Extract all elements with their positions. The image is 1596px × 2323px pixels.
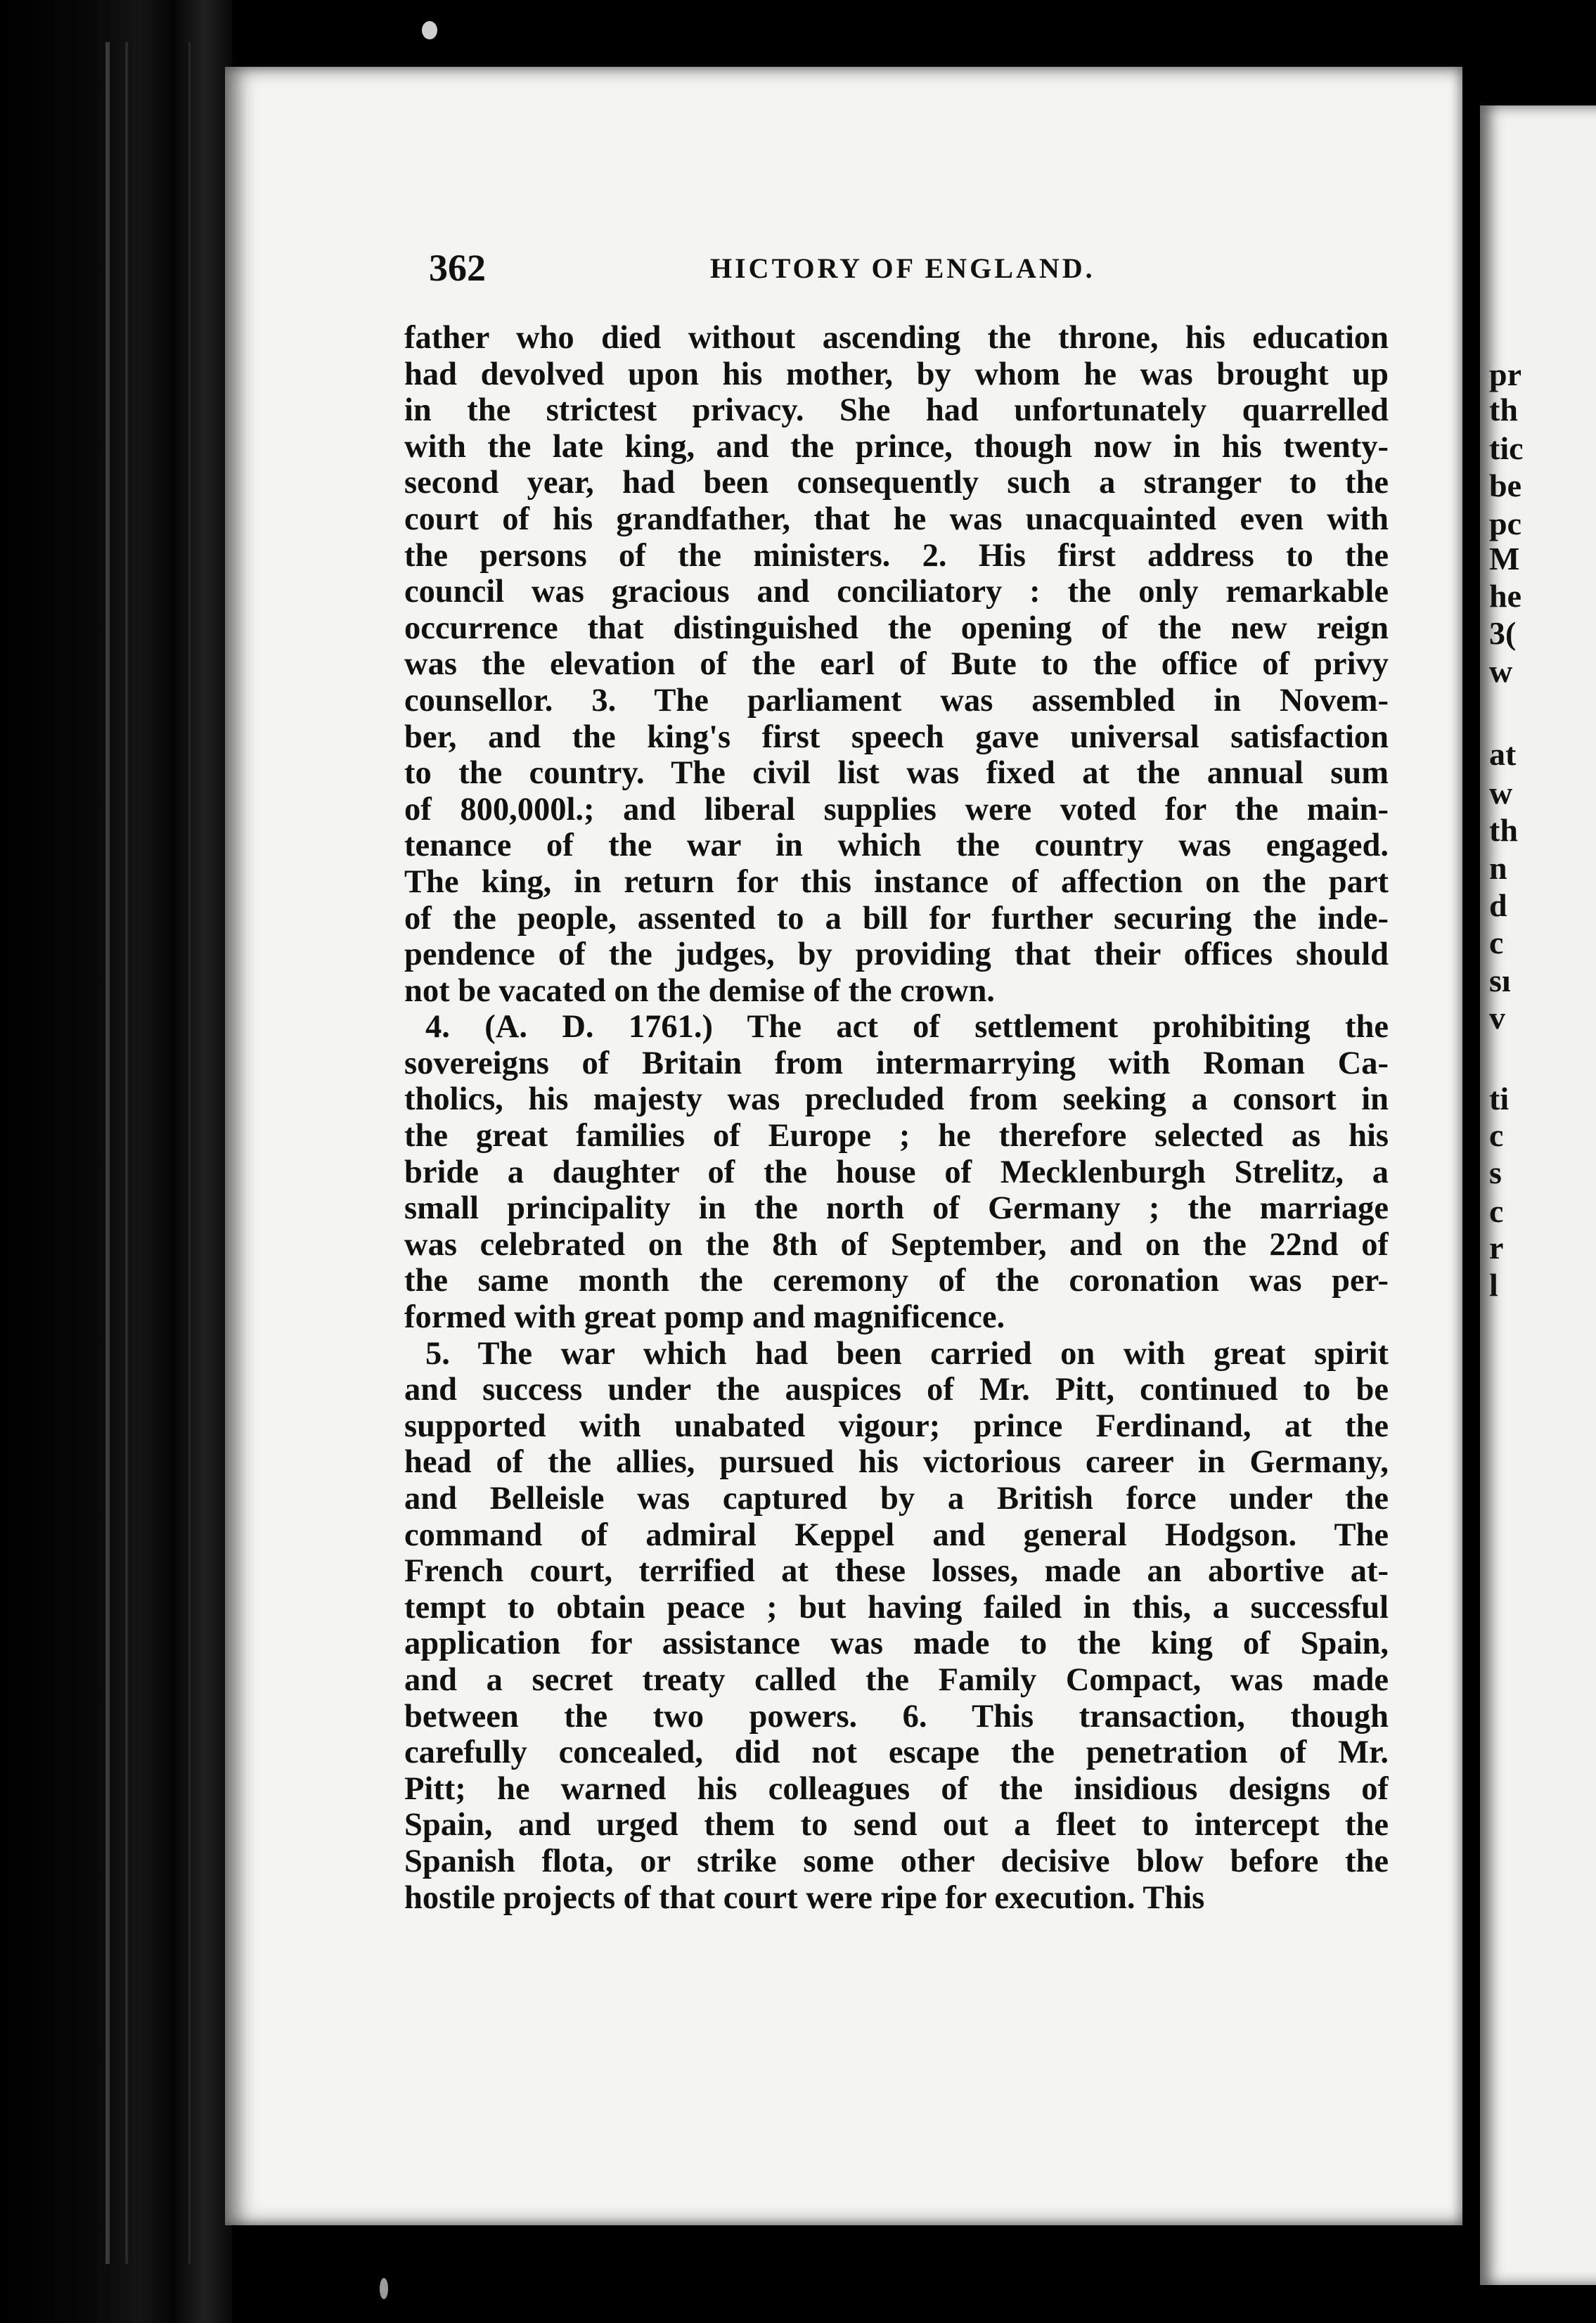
adjacent-page-fragment: at — [1489, 736, 1517, 772]
text-line: counsellor. 3. The parliament was assembled in Novem- — [404, 682, 1389, 719]
binding-line — [125, 42, 128, 2264]
page-number: 362 — [429, 247, 486, 289]
text-line: The king, in return for this instance of affection on the part — [404, 863, 1389, 900]
scan-speck — [422, 21, 437, 39]
adjacent-page-fragment: sı — [1489, 963, 1511, 998]
adjacent-page-fragment: M — [1489, 541, 1520, 577]
text-line: 5. The war which had been carried on with great spirit — [425, 1335, 1389, 1372]
adjacent-page-fragment: d — [1489, 887, 1507, 923]
adjacent-page-fragment: tic — [1489, 430, 1524, 466]
text-line: supported with unabated vigour; prince Ferdinand, at the — [404, 1408, 1389, 1444]
body-text — [404, 320, 1389, 1916]
text-line: the same month the ceremony of the coronation was per- — [404, 1263, 1389, 1299]
text-line: head of the allies, pursued his victorious career in Germany, — [404, 1444, 1389, 1481]
adjacent-page-fragment: c — [1489, 1117, 1504, 1153]
adjacent-page-fragment: s — [1489, 1154, 1502, 1190]
adjacent-page-fragment: ti — [1489, 1081, 1510, 1117]
text-line: 4. (A. D. 1761.) The act of settlement prohibiting the — [425, 1009, 1389, 1045]
text-line: carefully concealed, did not escape the penetration of Mr. — [404, 1735, 1389, 1771]
text-line: to the country. The civil list was fixed at the annual sum — [404, 755, 1389, 792]
adjacent-page-fragment: th — [1489, 392, 1518, 427]
text-line: had devolved upon his mother, by whom he was brought up — [404, 356, 1389, 392]
text-line: bride a daughter of the house of Mecklenburgh Strelitz, a — [404, 1154, 1389, 1190]
adjacent-page-fragment: v — [1489, 1000, 1505, 1036]
adjacent-page-fragment: l — [1489, 1267, 1498, 1303]
text-line: was the elevation of the earl of Bute to the office of privy — [404, 646, 1389, 683]
text-line: and Belleisle was captured by a British force under the — [404, 1481, 1389, 1517]
text-line: father who died without ascending the throne, his education — [404, 320, 1389, 356]
text-line: hostile projects of that court were ripe for execution. This — [404, 1879, 1205, 1916]
adjacent-page-fragment: w — [1489, 775, 1513, 811]
text-line: between the two powers. 6. This transaction, though — [404, 1698, 1389, 1735]
page-header — [429, 246, 1410, 295]
text-line: of 800,000l.; and liberal supplies were voted for the main- — [404, 791, 1389, 828]
text-line: tenance of the war in which the country was engaged. — [404, 828, 1389, 864]
text-line: with the late king, and the prince, though now in his twenty- — [404, 428, 1389, 465]
text-line: Pitt; he warned his colleagues of the insidious designs of — [404, 1770, 1389, 1807]
adjacent-page-fragment: n — [1489, 850, 1507, 886]
adjacent-page-fragment: c — [1489, 1193, 1504, 1229]
text-line: sovereigns of Britain from intermarrying with Roman Ca- — [404, 1045, 1389, 1081]
book-left-edge — [0, 0, 232, 2323]
adjacent-page-fragment: th — [1489, 812, 1518, 848]
text-line: ber, and the king's first speech gave universal satisfaction — [404, 719, 1389, 755]
text-line: second year, had been consequently such a stranger to the — [404, 465, 1389, 501]
text-line: French court, terrified at these losses, made an abortive at- — [404, 1553, 1389, 1590]
adjacent-page-fragment: he — [1489, 578, 1521, 614]
adjacent-page-fragment: pc — [1489, 506, 1521, 541]
adjacent-page-fragment: 3( — [1489, 615, 1517, 651]
adjacent-page-fragment: r — [1489, 1230, 1504, 1266]
text-line: tholics, his majesty was precluded from seeking a consort in — [404, 1081, 1389, 1118]
text-line: tempt to obtain peace ; but having failed in this, a successful — [404, 1589, 1389, 1626]
adjacent-page-fragment: w — [1489, 653, 1513, 689]
text-line: occurrence that distinguished the opening of the new reign — [404, 610, 1389, 646]
text-line: of the people, assented to a bill for further securing the inde- — [404, 900, 1389, 937]
text-line: not be vacated on the demise of the crown. — [404, 972, 995, 1009]
text-line: formed with great pomp and magnificence. — [404, 1299, 1005, 1336]
adjacent-page-fragment: pr — [1489, 356, 1521, 392]
text-line: Spain, and urged them to send out a fleet to intercept the — [404, 1807, 1389, 1843]
text-line: the persons of the ministers. 2. His first address to the — [404, 537, 1389, 574]
text-line: application for assistance was made to the king of Spain, — [404, 1626, 1389, 1662]
text-line: council was gracious and conciliatory : the only remarkable — [404, 574, 1389, 610]
text-line: pendence of the judges, by providing that their offices should — [404, 937, 1389, 973]
adjacent-page-fragment: be — [1489, 468, 1521, 503]
binding-line — [105, 42, 110, 2264]
binding-line — [188, 42, 191, 2264]
text-line: small principality in the north of Germany ; the marriage — [404, 1190, 1389, 1227]
text-line: in the strictest privacy. She had unfortunately quarrelled — [404, 392, 1389, 429]
text-line: and a secret treaty called the Family Compact, was made — [404, 1661, 1389, 1698]
scan-speck — [380, 2278, 388, 2299]
running-head: HICTORY OF ENGLAND. — [710, 252, 1095, 284]
adjacent-page-fragment: c — [1489, 925, 1504, 960]
text-line: court of his grandfather, that he was unacquainted even with — [404, 501, 1389, 537]
text-line: was celebrated on the 8th of September, and on the 22nd of — [404, 1226, 1389, 1263]
text-line: and success under the auspices of Mr. Pitt, continued to be — [404, 1372, 1389, 1408]
text-line: Spanish flota, or strike some other decisive blow before the — [404, 1843, 1389, 1879]
text-line: the great families of Europe ; he therefore selected as his — [404, 1118, 1389, 1154]
text-line: command of admiral Keppel and general Hodgson. The — [404, 1517, 1389, 1553]
